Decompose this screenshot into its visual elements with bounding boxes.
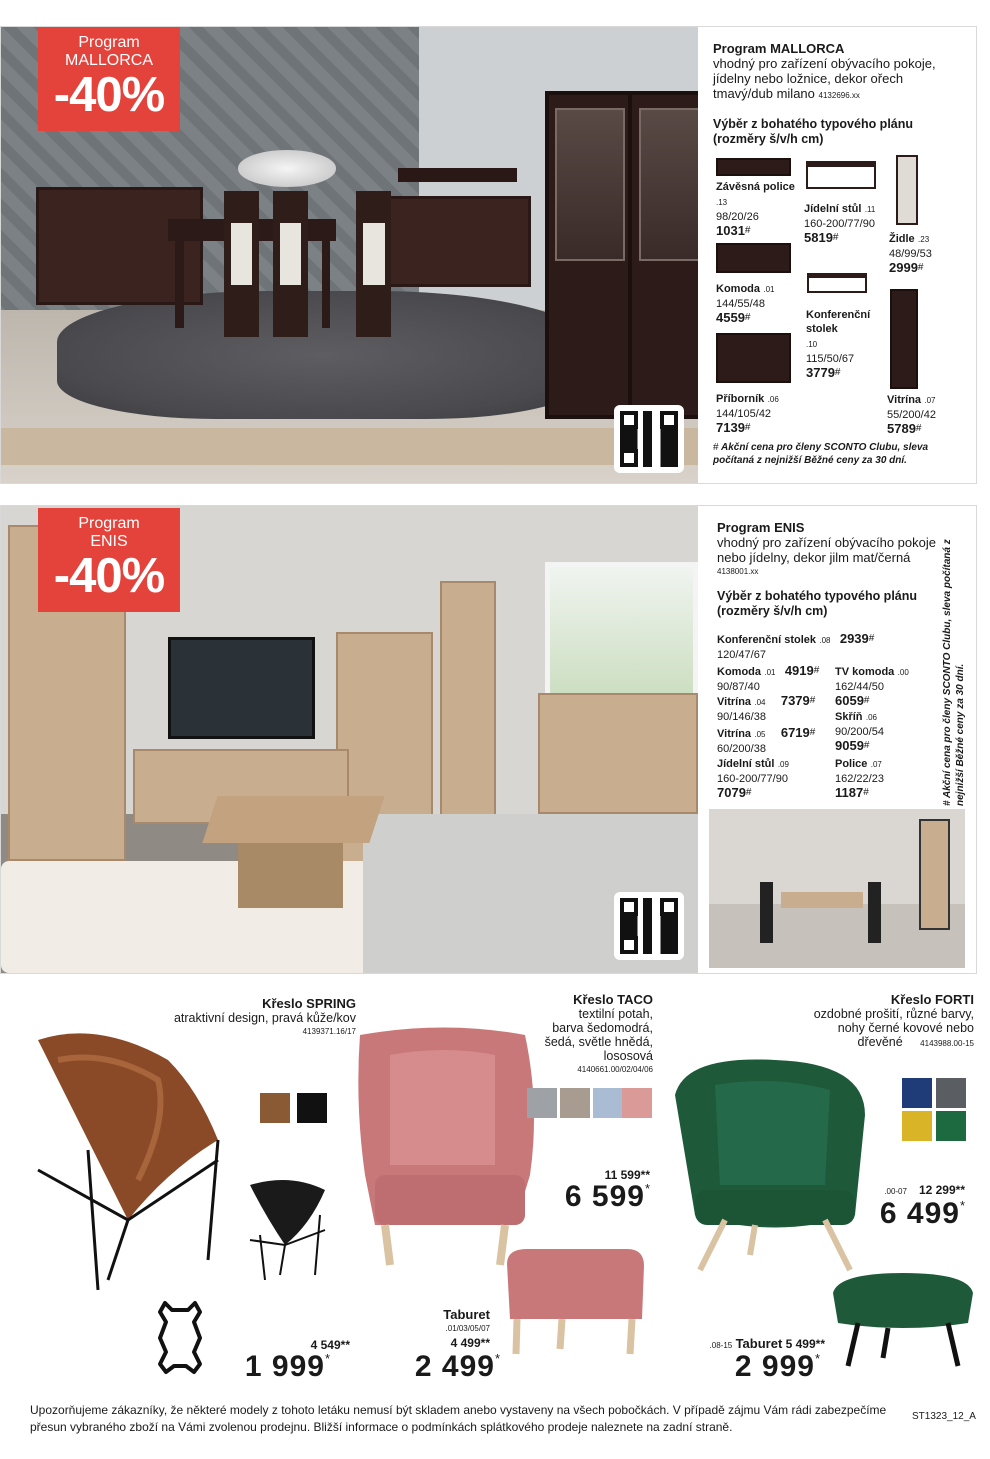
forti-info — [760, 993, 974, 1051]
section-subtitle: Výběr z bohatého typového plánu (rozměry š/v/h cm) — [717, 589, 918, 618]
color-swatch[interactable] — [622, 1088, 652, 1118]
product-title: Křeslo TACO — [573, 992, 653, 1007]
enis-info — [717, 520, 947, 619]
spring-black-armchair-image — [240, 1175, 330, 1280]
badge-discount: -40% — [53, 549, 165, 603]
taburet-title: Taburet — [443, 1307, 490, 1322]
product-item: Vitrína .05 6719# 60/200/38 — [717, 725, 816, 755]
product-code: 4139371.16/17 — [302, 1027, 356, 1036]
sale-price: 2 499 — [414, 1350, 495, 1383]
spring-armchair-image — [18, 1020, 240, 1290]
thumb-chair — [896, 155, 918, 225]
product-description: atraktivní design, pravá kůže/kov — [173, 1011, 356, 1025]
taco-taburet-info — [395, 1308, 490, 1350]
spring-new-price: 1 999* — [244, 1350, 330, 1383]
enis-panel — [0, 505, 977, 974]
color-swatch[interactable] — [936, 1111, 966, 1141]
color-swatch[interactable] — [902, 1111, 932, 1141]
program-description: vhodný pro zařízení obývacího pokoje nebo jídelny, dekor jilm mat/černá — [717, 535, 936, 565]
taco-taburet-image — [502, 1244, 648, 1359]
old-price: 12 299** — [918, 1183, 965, 1197]
product-code: 4138001.xx — [717, 567, 759, 576]
mallorca-panel — [0, 26, 977, 484]
old-price: 4 549** — [310, 1338, 350, 1352]
forti-taburet-price: 2 999* — [734, 1350, 820, 1383]
product-code: 4132696.xx — [818, 91, 860, 100]
taburet-title: Taburet — [735, 1336, 783, 1351]
badge-program: MALLORCA — [64, 52, 154, 69]
color-swatch[interactable] — [527, 1088, 557, 1118]
product-item: Závěsná police .13 98/20/26 1031# — [716, 181, 795, 238]
thumb-dresser — [716, 243, 791, 273]
taco-taburet-price: 2 499* — [414, 1350, 500, 1383]
enis-dining-photo — [709, 809, 965, 968]
sale-price: 2 999 — [734, 1350, 815, 1383]
thumb-vitrine — [890, 289, 918, 389]
enis-discount-badge — [38, 508, 180, 612]
product-item: TV komoda .00 162/44/50 6059# — [835, 666, 909, 708]
section-subtitle: Výběr z bohatého typového plánu (rozměry š/v/h cm) — [713, 117, 914, 146]
color-swatch[interactable] — [560, 1088, 590, 1118]
thumb-dining-table — [806, 161, 876, 189]
forti-taburet-image — [828, 1268, 978, 1368]
badge-discount: -40% — [53, 68, 165, 122]
product-item: Komoda .01 144/55/48 4559# — [716, 283, 775, 325]
page-code: ST1323_12_A — [912, 1411, 976, 1422]
product-description-line: barva šedomodrá, — [552, 1021, 653, 1035]
program-title: Program MALLORCA — [713, 41, 845, 56]
color-swatch[interactable] — [936, 1078, 966, 1108]
taco-price: 11 599** 6 599* — [540, 1168, 650, 1212]
mallorca-info — [713, 41, 963, 147]
thumb-shelf — [716, 158, 791, 176]
badge-label: Program — [78, 515, 140, 532]
club-price-note: # Akční cena pro členy SCONTO Clubu, sleva počítaná z nejnižší Běžné ceny za 30 dní. — [713, 442, 929, 466]
product-description-line: šedá, světle hnědá, — [544, 1035, 653, 1049]
product-title: Křeslo SPRING — [262, 996, 356, 1011]
program-description: vhodný pro zařízení obývacího pokoje, jídelny nebo ložnice, dekor ořech tmavý/dub milano — [713, 56, 936, 101]
program-title: Program ENIS — [717, 520, 805, 535]
footer-disclaimer: Upozorňujeme zákazníky, že některé modely z tohoto letáku nemusí být skladem anebo vystaveny na všech pobočkách. V případě zájmu Vám rádi zabezpečíme přesun vybraného zboží na Vámi zvolenou prodejnu. Bližší informace o podmínkách splátkového prodeje naleznete na zadní straně. — [30, 1403, 887, 1434]
variant-code: .00-07 — [884, 1187, 907, 1196]
mallorca-discount-badge — [38, 27, 180, 131]
taburet-code: .08-15 — [709, 1341, 733, 1350]
product-item: Jídelní stůl .09 160-200/77/90 7079# — [717, 758, 789, 800]
color-swatch[interactable] — [260, 1093, 290, 1123]
product-code: 4143988.00-15 — [920, 1039, 974, 1048]
product-title: Křeslo FORTI — [890, 992, 974, 1007]
product-item: Police .07 162/22/23 1187# — [835, 758, 884, 800]
forti-armchair-image — [665, 1055, 880, 1275]
qr-code-icon[interactable] — [614, 892, 684, 960]
product-description-line: nohy černé kovové nebo — [837, 1021, 974, 1035]
color-swatch[interactable] — [593, 1088, 623, 1118]
thumb-coffee-table — [807, 273, 867, 293]
product-item: Konferenční stolek .10 115/50/67 3779# — [806, 309, 871, 380]
forti-price: .00-07 12 299** 6 499* — [879, 1183, 965, 1230]
badge-label: Program — [78, 34, 140, 51]
product-description-line: lososová — [603, 1049, 653, 1063]
badge-program: ENIS — [90, 533, 128, 550]
product-description-line: ozdobné prošití, různé barvy, — [813, 1007, 974, 1021]
taco-armchair-image — [345, 1025, 550, 1270]
product-item: Jídelní stůl .11 160-200/77/90 5819# — [804, 203, 876, 245]
product-item: Komoda .01 4919# 90/87/40 — [717, 663, 820, 693]
sale-price: 1 999 — [244, 1350, 325, 1383]
product-item: Židle .23 48/99/53 2999# — [889, 233, 932, 275]
old-price: 11 599** — [604, 1168, 650, 1182]
color-swatch[interactable] — [902, 1078, 932, 1108]
product-item: Skříň .06 90/200/54 9059# — [835, 711, 884, 753]
sale-price: 6 599 — [564, 1180, 645, 1213]
old-price: 5 499** — [785, 1337, 825, 1351]
product-item: Vitrína .07 55/200/42 5789# — [887, 394, 936, 436]
old-price: 4 499** — [450, 1336, 490, 1350]
color-swatch[interactable] — [297, 1093, 327, 1123]
leather-hide-icon — [150, 1300, 210, 1375]
product-code: 4140661.00/02/04/06 — [577, 1065, 653, 1074]
product-description-line: textilní potah, — [578, 1007, 653, 1021]
club-price-note: # Akční cena pro členy SCONTO Clubu, sleva počítaná z nejnižší Běžné ceny za 30 dní. — [942, 539, 966, 806]
taburet-code: .01/03/05/07 — [445, 1324, 490, 1333]
thumb-sideboard — [716, 333, 791, 383]
sale-price: 6 499 — [879, 1197, 960, 1230]
product-item: Konferenční stolek .08 2939# 120/47/67 — [717, 631, 875, 661]
product-item: Vitrína .04 7379# 90/146/38 — [717, 693, 816, 723]
product-description-line: dřevěné — [857, 1035, 903, 1049]
qr-code-icon[interactable] — [614, 405, 684, 473]
product-item: Příborník .06 144/105/42 7139# — [716, 393, 779, 435]
